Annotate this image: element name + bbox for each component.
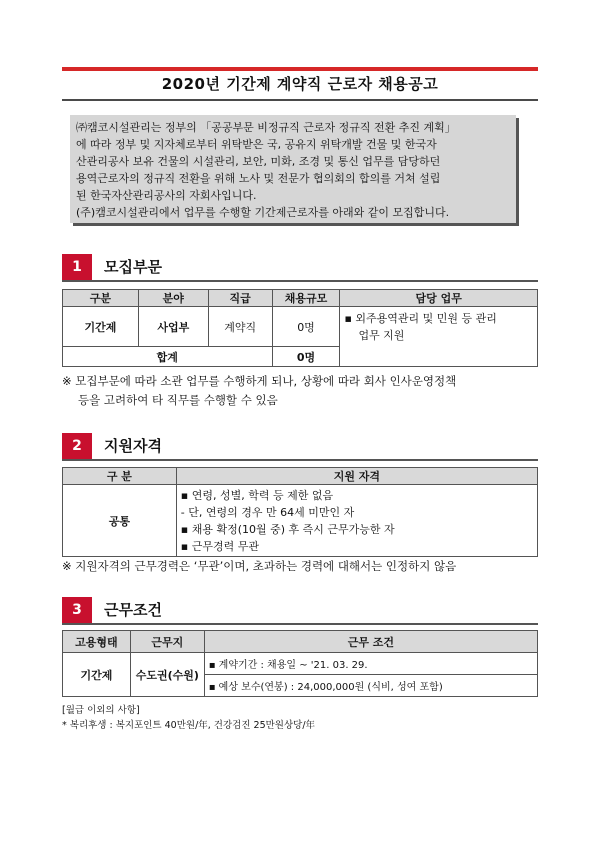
header-cell: 고용형태 bbox=[63, 631, 131, 653]
table-header-row bbox=[63, 631, 538, 653]
header-cell: 구 분 bbox=[63, 468, 177, 485]
qualification-item: ▪ 연령, 성별, 학력 등 제한 없음 bbox=[180, 489, 334, 502]
qualification-item: ▪ 채용 확정(10월 중) 후 즉시 근무가능한 자 bbox=[180, 523, 395, 536]
table-row bbox=[63, 307, 538, 347]
table-row bbox=[63, 653, 538, 675]
cell-common: 공통 bbox=[63, 485, 177, 557]
section-number: 1 bbox=[62, 254, 92, 280]
section-number: 3 bbox=[62, 597, 92, 623]
page-title: 2020년 기간제 계약직 근로자 채용공고 bbox=[161, 75, 439, 93]
cell-count: 0명 bbox=[272, 307, 340, 347]
duty-line: ▪ 외주용역관리 및 민원 등 관리 bbox=[344, 312, 497, 325]
cell-duty bbox=[340, 307, 538, 367]
note-line: [월급 이외의 사항] bbox=[62, 705, 140, 716]
note-line: 등을 고려하여 타 직무를 수행할 수 있음 bbox=[78, 393, 278, 407]
section-title: 근무조건 bbox=[104, 601, 162, 619]
title-underline bbox=[62, 99, 538, 101]
cell-condition: ▪ 예상 보수(연봉) : 24,000,000원 (식비, 성여 포함) bbox=[204, 675, 537, 697]
section-header-qualification bbox=[62, 433, 538, 461]
cell-field: 사업부 bbox=[138, 307, 208, 347]
qualification-item: ▪ 근무경력 무관 bbox=[180, 540, 259, 553]
section-header-conditions bbox=[62, 597, 538, 625]
cell-type: 기간제 bbox=[63, 307, 139, 347]
intro-line: 에 따라 정부 및 지자체로부터 위탁받은 국, 공유지 위탁개발 건물 및 한국자 bbox=[76, 138, 437, 151]
header-cell: 근무지 bbox=[130, 631, 204, 653]
recruitment-table bbox=[62, 289, 538, 367]
conditions-table bbox=[62, 630, 538, 697]
section-divider bbox=[62, 623, 538, 625]
header-cell: 분야 bbox=[138, 290, 208, 307]
section-header-recruitment bbox=[62, 254, 538, 282]
table-row bbox=[63, 485, 538, 557]
table-header-row bbox=[63, 468, 538, 485]
intro-line: (주)캠코시설관리에서 업무를 수행할 기간제근로자를 아래와 같이 모집합니다. bbox=[76, 206, 450, 219]
total-label: 합계 bbox=[63, 347, 273, 367]
section-title: 지원자격 bbox=[104, 437, 162, 455]
intro-line: 용역근로자의 정규직 전환을 위해 노사 및 전문가 협의회의 합의를 거쳐 설립 bbox=[76, 172, 441, 185]
cell-qualifications bbox=[176, 485, 537, 557]
section-divider bbox=[62, 459, 538, 461]
intro-line: 된 한국자산관리공사의 자회사입니다. bbox=[76, 189, 257, 202]
total-count: 0명 bbox=[272, 347, 340, 367]
cell-condition: ▪ 계약기간 : 채용일 ~ '21. 03. 29. bbox=[204, 653, 537, 675]
table-header-row bbox=[63, 290, 538, 307]
section-title: 모집부문 bbox=[104, 258, 162, 276]
section-divider bbox=[62, 280, 538, 282]
header-cell: 구분 bbox=[63, 290, 139, 307]
section3-notes bbox=[62, 703, 542, 733]
title-banner bbox=[62, 67, 538, 101]
section-number: 2 bbox=[62, 433, 92, 459]
header-cell: 직급 bbox=[208, 290, 272, 307]
intro-box bbox=[70, 115, 516, 223]
cell-place: 수도권(수원) bbox=[130, 653, 204, 697]
qualification-table bbox=[62, 467, 538, 557]
header-cell: 근무 조건 bbox=[204, 631, 537, 653]
qualification-item: - 단, 연령의 경우 만 64세 미만인 자 bbox=[180, 506, 355, 519]
title-top-bar bbox=[62, 67, 538, 71]
section2-note: ※ 지원자격의 근무경력은 ‘무관’이며, 초과하는 경력에 대해서는 인정하지 않음 bbox=[62, 559, 457, 573]
duty-line: 업무 지원 bbox=[358, 329, 405, 342]
header-cell: 채용규모 bbox=[272, 290, 340, 307]
section1-note bbox=[62, 372, 542, 410]
intro-line: 산관리공사 보유 건물의 시설관리, 보안, 미화, 조경 및 통신 업무를 담당하던 bbox=[76, 155, 441, 168]
cell-rank: 계약직 bbox=[208, 307, 272, 347]
note-line: * 복리후생 : 복지포인트 40만원/年, 건강검진 25만원상당/年 bbox=[62, 720, 316, 731]
header-cell: 지원 자격 bbox=[176, 468, 537, 485]
note-line: ※ 모집부문에 따라 소관 업무를 수행하게 되나, 상황에 따라 회사 인사운영정책 bbox=[62, 374, 457, 388]
cell-type: 기간제 bbox=[63, 653, 131, 697]
header-cell: 담당 업무 bbox=[340, 290, 538, 307]
intro-line: ㈜캠코시설관리는 정부의 「공공부문 비정규직 근로자 정규직 전환 추진 계획」 bbox=[76, 121, 456, 134]
